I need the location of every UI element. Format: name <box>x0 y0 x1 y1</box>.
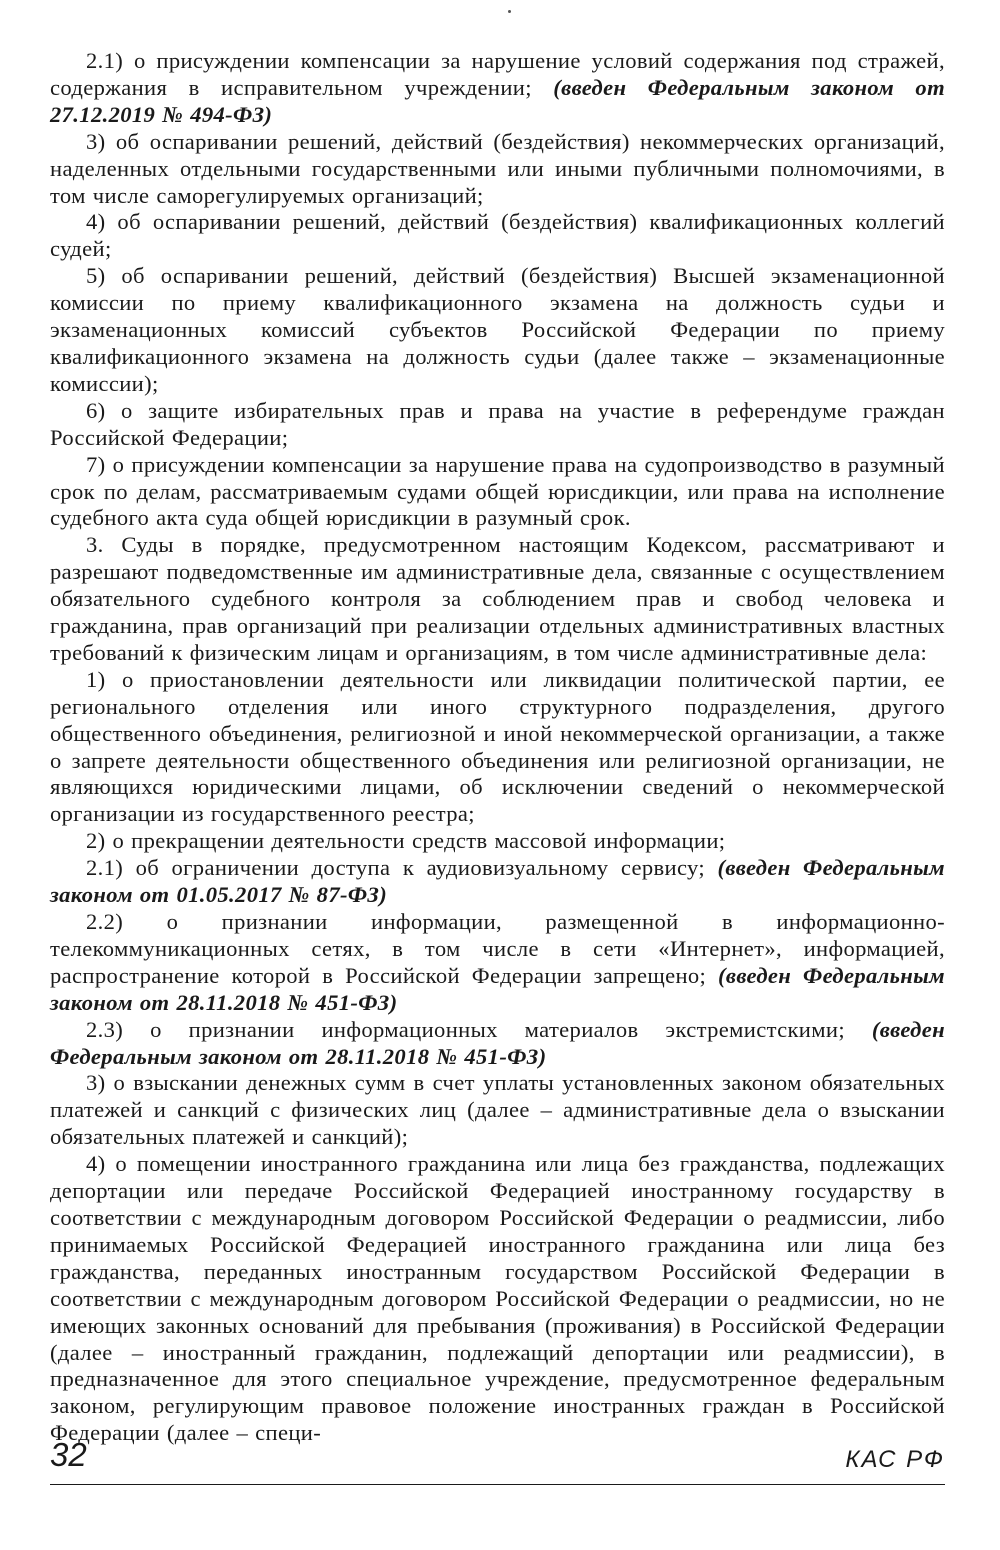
paragraph-3-noncommercial-orgs <box>50 129 945 210</box>
document-body <box>50 48 945 1447</box>
paragraph-2-1-custody-compensation <box>50 48 945 129</box>
paragraph-text: 5) об оспаривании решений, действий (бездействия) Высшей экзаменационной комиссии по приему квалификационного экзамена на должность судьи и экзаменационных комиссий субъектов Российской Федерации по приему квалификационного экзамена на должность судьи (далее также – экзаменационные комиссии); <box>50 263 945 396</box>
section-3-courts-judicial-control <box>50 532 945 667</box>
paragraph-3-mandatory-payments <box>50 1070 945 1151</box>
paragraph-text: 3) о взыскании денежных сумм в счет уплаты установленных законом обязательных платежей и санкций с физических лиц (далее – административные дела о взыскании обязательных платежей и санкций); <box>50 1070 945 1150</box>
paragraph-text: 2.1) о присуждении компенсации за нарушение условий содержания под стражей, содержания в исправительном учреждении; <box>50 48 945 100</box>
paragraph-text: 4) о помещении иностранного гражданина или лица без гражданства, подлежащих депортации или передаче Российской Федерацией иностранному государству в соответствии с международным договором Российской Федерации о реадмиссии, либо принимаемых Российской Федерацией иностранного гражданина или лица без гражданства, переданных иностранным государством Российской Федерации в соответствии с международным договором Российской Федерации о реадмиссии, но не имеющих законных оснований для пребывания (проживания) в Российской Федерации (далее – иностранный гражданин, подлежащий депортации или реадмиссии), в предназначенное для этого специальное учреждение, предусмотренное федеральным законом, регулирующим правовое положение иностранных граждан в Российской Федерации (далее – специ- <box>50 1151 945 1446</box>
paragraph-2-1-audiovisual-service <box>50 855 945 909</box>
amendment-note: (введен Федеральным законом от 28.11.2018 № 451-ФЗ) <box>50 962 946 1015</box>
paragraph-2-3-extremist-materials <box>50 1017 945 1071</box>
page-number: 32 <box>50 1436 87 1473</box>
paragraph-text: 2.1) об ограничении доступа к аудиовизуальному сервису; <box>86 855 718 881</box>
paragraph-text: 3) об оспаривании решений, действий (бездействия) некоммерческих организаций, наделенных отдельными государственными или иными публичными полномочиями, в том числе саморегулируемых организаций; <box>50 128 945 208</box>
paragraph-text: 4) об оспаривании решений, действий (бездействия) квалификационных коллегий судей; <box>50 209 945 262</box>
paragraph-text: 6) о защите избирательных прав и права на участие в референдуме граждан Российской Федерации; <box>50 397 945 450</box>
paragraph-7-reasonable-time <box>50 452 945 533</box>
paragraph-text: 2.3) о признании информационных материалов экстремистскими; <box>86 1016 872 1042</box>
running-title: КАС РФ <box>845 1446 945 1473</box>
paragraph-text: 2.2) о признании информации, размещенной в информационно-телекоммуникационных сетях, в том числе в сети «Интернет», информацией, распространение которой в Российской Федерации запрещено; <box>50 909 945 988</box>
amendment-note: (введен Федеральным законом от 01.05.2017 № 87-ФЗ) <box>50 855 945 908</box>
paragraph-text: 1) о приостановлении деятельности или ликвидации политической партии, ее регионального отделения или иного структурного подразделения, другого общественного объединения, религиозной и иной некоммерческой организации, а также о запрете деятельности общественного объединения или религиозной организации, не являющихся юридическими лицами, об исключении сведений о некоммерческой организации из государственного реестра; <box>50 666 945 827</box>
amendment-note: (введен Федеральным законом от 27.12.2019 № 494-ФЗ) <box>50 74 946 127</box>
paragraph-2-mass-media <box>50 828 945 855</box>
paragraph-text: 2) о прекращении деятельности средств массовой информации; <box>86 828 726 854</box>
paragraph-4-qualification-boards <box>50 209 945 263</box>
scan-speck <box>508 10 511 13</box>
paragraph-6-electoral-rights <box>50 398 945 452</box>
paragraph-1-suspension-liquidation <box>50 667 945 828</box>
paragraph-text: 7) о присуждении компенсации за нарушение права на судопроизводство в разумный срок по делам, рассматриваемым судами общей юрисдикции, или права на исполнение судебного акта суда общей юрисдикции в разумный срок. <box>50 451 945 531</box>
amendment-note: (введен Федеральным законом от 28.11.2018 № 451-ФЗ) <box>50 1016 945 1069</box>
footer-rule <box>50 1484 945 1485</box>
paragraph-text: 3. Суды в порядке, предусмотренном настоящим Кодексом, рассматривают и разрешают подведомственные им административные дела, связанные с осуществлением обязательного судебного контроля за соблюдением прав и свобод человека и гражданина, прав организаций при реализации отдельных административных властных требований к физическим лицам и организациям, в том числе административные дела: <box>50 532 945 665</box>
paragraph-2-2-prohibited-information <box>50 909 945 1017</box>
paragraph-5-exam-commission <box>50 263 945 398</box>
page-footer <box>50 1436 945 1496</box>
paragraph-4-foreign-citizen-placement <box>50 1151 945 1447</box>
